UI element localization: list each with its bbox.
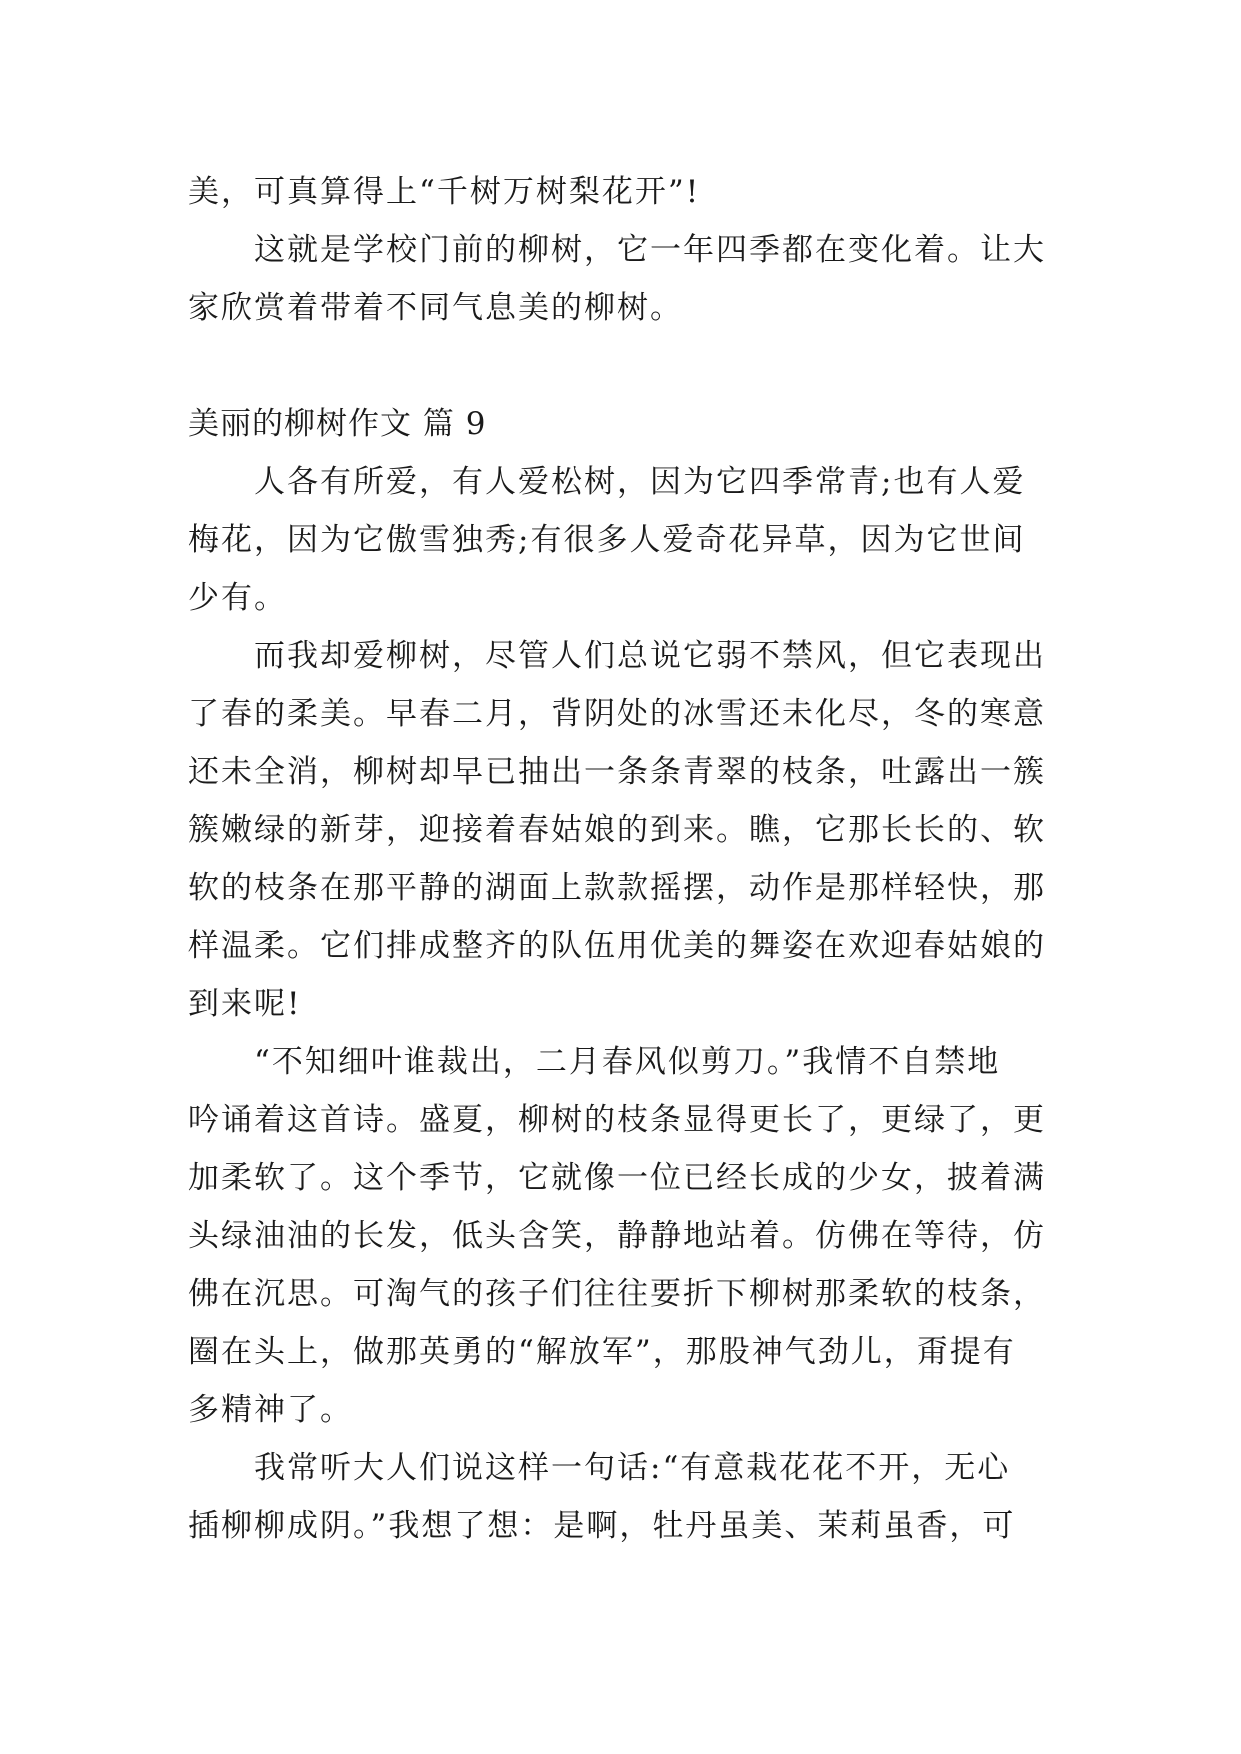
- text-line: 簇嫩绿的新芽，迎接着春姑娘的到来。瞧，它那长长的、软: [188, 812, 1046, 848]
- text-line: 而我却爱柳树，尽管人们总说它弱不禁风，但它表现出: [254, 638, 1046, 674]
- text-line: 圈在头上，做那英勇的“解放军”，那股神气劲儿，甭提有: [188, 1334, 1016, 1370]
- text-line: 头绿油油的长发，低头含笑，静静地站着。仿佛在等待，仿: [188, 1218, 1046, 1254]
- text-line: 到来呢!: [188, 986, 302, 1022]
- text-line: 人各有所爱，有人爱松树，因为它四季常青;也有人爱: [254, 464, 1026, 500]
- section-spacer: [188, 337, 1053, 395]
- text-line: “不知细叶谁裁出，二月春风似剪刀。”我情不自禁地: [254, 1044, 1001, 1080]
- text-line: 佛在沉思。可淘气的孩子们往往要折下柳树那柔软的枝条，: [188, 1276, 1046, 1312]
- text-line: 样温柔。它们排成整齐的队伍用优美的舞姿在欢迎春姑娘的: [188, 928, 1046, 964]
- text-line: 家欣赏着带着不同气息美的柳树。: [188, 290, 683, 326]
- text-line: 多精神了。: [188, 1392, 353, 1428]
- text-line: 美，可真算得上“千树万树梨花开”!: [188, 174, 701, 210]
- text-line: 这就是学校门前的柳树，它一年四季都在变化着。让大: [254, 232, 1046, 268]
- section-title: 美丽的柳树作文 篇 9: [188, 406, 487, 442]
- document-body: [188, 163, 1053, 1555]
- text-line: 插柳柳成阴。”我想了想：是啊，牡丹虽美、茉莉虽香，可: [188, 1508, 1016, 1544]
- text-line: 梅花，因为它傲雪独秀;有很多人爱奇花异草，因为它世间: [188, 522, 1026, 558]
- text-line: 少有。: [188, 580, 287, 616]
- text-line: 吟诵着这首诗。盛夏，柳树的枝条显得更长了，更绿了，更: [188, 1102, 1046, 1138]
- text-line: 我常听大人们说这样一句话:“有意栽花花不开，无心: [254, 1450, 1011, 1486]
- text-line: 还未全消，柳树却早已抽出一条条青翠的枝条，吐露出一簇: [188, 754, 1046, 790]
- text-line: 了春的柔美。早春二月，背阴处的冰雪还未化尽，冬的寒意: [188, 696, 1046, 732]
- text-line: 加柔软了。这个季节，它就像一位已经长成的少女，披着满: [188, 1160, 1046, 1196]
- text-line: 软的枝条在那平静的湖面上款款摇摆，动作是那样轻快，那: [188, 870, 1046, 906]
